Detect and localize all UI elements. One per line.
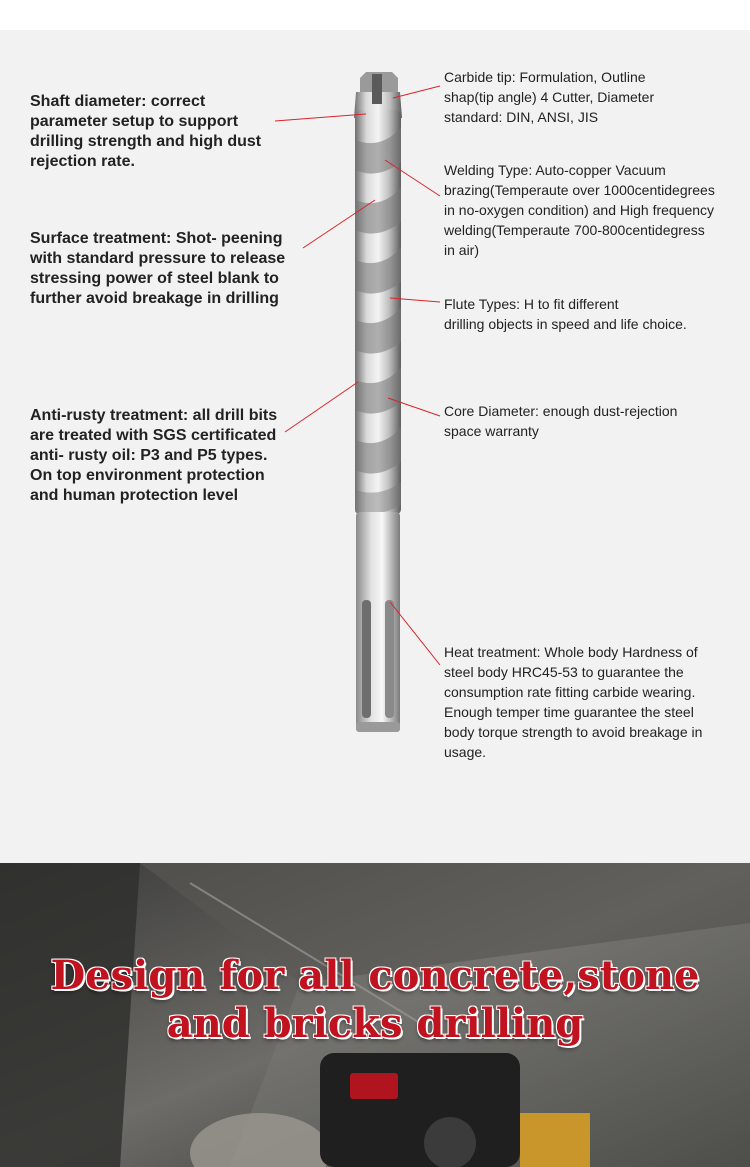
spec-heat-treatment: Heat treatment: Whole body Hardness of steel body HRC45-53 to guarantee the consumption rate fitting carbide wearing. Enough temper time guarantee the steel body torque strength to avoid breakage in usage. [444, 644, 703, 760]
spec-anti-rusty: Anti-rusty treatment: all drill bits are treated with SGS certificated anti- rusty oil: P3 and P5 types. On top environment protection and human protection level [30, 407, 278, 504]
sds-shank [356, 512, 400, 732]
spec-carbide-tip: Carbide tip: Formulation, Outline shap(tip angle) 4 Cutter, Diameter standard: DIN, ANSI, JIS [444, 69, 655, 125]
spec-flute-types: Flute Types: H to fit different drilling objects in speed and life choice. [444, 296, 687, 332]
fluted-body [355, 110, 401, 515]
spec-shaft-diameter: Shaft diameter: correct parameter setup to support drilling strength and high dust rejection rate. [30, 93, 262, 170]
spec-welding-type: Welding Type: Auto-copper Vacuum brazing(Temperaute over 1000centidegrees in no-oxygen condition) and High frequency welding(Temperaute 700-800centidegress in air) [444, 162, 715, 258]
spec-surface-treatment: Surface treatment: Shot- peening with standard pressure to release stressing power of steel blank to further avoid breakage in drilling [30, 230, 286, 307]
spec-core-diameter: Core Diameter: enough dust-rejection space warranty [444, 403, 678, 439]
banner-title: Design for all concrete,stone and bricks drilling [50, 952, 700, 1047]
